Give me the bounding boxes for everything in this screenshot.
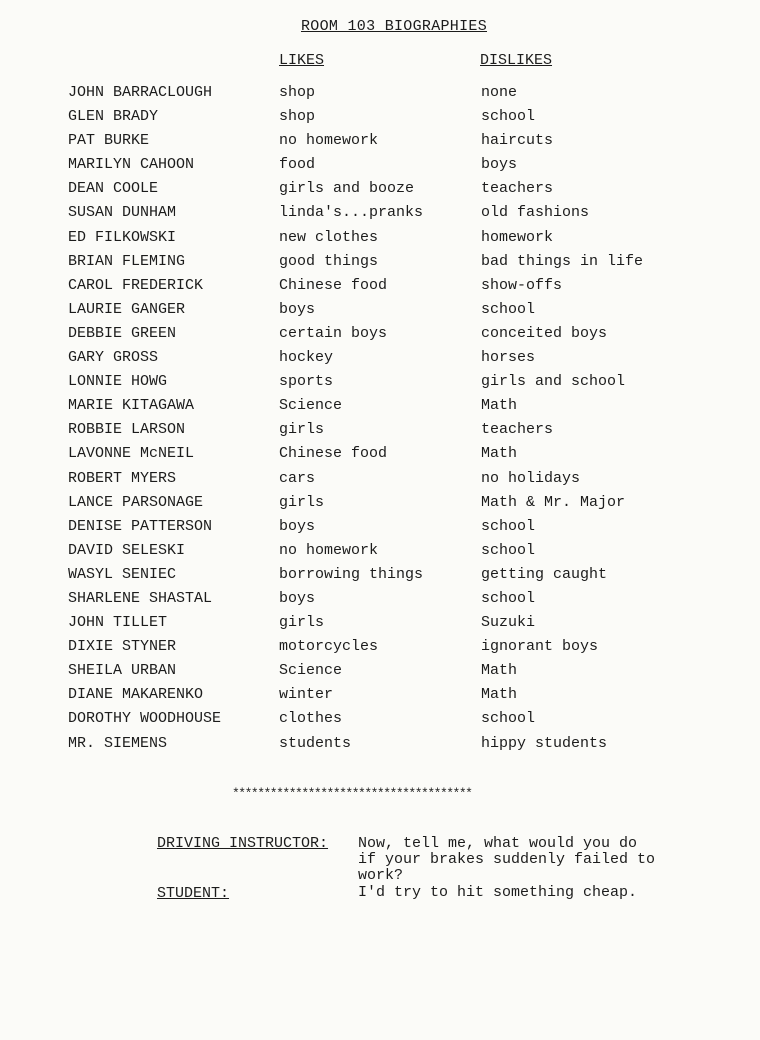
table-row bbox=[0, 638, 760, 662]
student-name: BRIAN FLEMING bbox=[68, 252, 186, 270]
student-likes: no homework bbox=[279, 132, 379, 150]
joke-line: Now, tell me, what would you do bbox=[358, 835, 638, 852]
dislikes-column-header: DISLIKES bbox=[480, 52, 553, 69]
table-row bbox=[0, 494, 760, 518]
student-dislikes: show-offs bbox=[481, 276, 563, 294]
student-likes: certain boys bbox=[279, 324, 388, 342]
student-dislikes: none bbox=[481, 84, 518, 101]
student-name: GARY GROSS bbox=[68, 349, 159, 367]
student-dislikes: girls and school bbox=[481, 373, 626, 391]
student-name: DAVID SELESKI bbox=[68, 541, 186, 559]
student-likes: borrowing things bbox=[279, 565, 424, 583]
student-name: SHEILA URBAN bbox=[68, 662, 177, 680]
student-dislikes: school bbox=[481, 589, 536, 607]
table-row bbox=[0, 156, 760, 180]
student-dislikes: Math bbox=[481, 445, 518, 463]
student-dislikes: Math bbox=[481, 686, 518, 704]
student-name: SHARLENE SHASTAL bbox=[68, 589, 213, 607]
student-dislikes: teachers bbox=[481, 180, 554, 198]
joke-speaker-instructor: DRIVING INSTRUCTOR: bbox=[157, 835, 329, 852]
student-name: GLEN BRADY bbox=[68, 108, 159, 126]
student-likes: hockey bbox=[279, 349, 334, 367]
student-likes: no homework bbox=[279, 541, 379, 559]
student-dislikes: Math & Mr. Major bbox=[481, 493, 626, 511]
student-name: DOROTHY WOODHOUSE bbox=[68, 710, 222, 728]
table-row bbox=[0, 132, 760, 156]
student-dislikes: school bbox=[481, 108, 536, 126]
student-likes: Chinese food bbox=[279, 445, 388, 463]
table-row bbox=[0, 229, 760, 253]
student-name: ROBBIE LARSON bbox=[68, 421, 186, 439]
student-likes: boys bbox=[279, 589, 316, 607]
student-name: ROBERT MYERS bbox=[68, 469, 177, 487]
student-name: MARIE KITAGAWA bbox=[68, 397, 195, 415]
student-name: CAROL FREDERICK bbox=[68, 276, 204, 294]
student-dislikes: horses bbox=[481, 349, 536, 367]
student-likes: students bbox=[279, 734, 352, 752]
joke-line: work? bbox=[358, 867, 404, 884]
joke-speaker-student: STUDENT: bbox=[157, 885, 230, 902]
likes-column-header: LIKES bbox=[279, 52, 325, 69]
student-name: JOHN BARRACLOUGH bbox=[68, 84, 213, 101]
table-row bbox=[0, 662, 760, 686]
student-name: DEBBIE GREEN bbox=[68, 324, 177, 342]
student-dislikes: school bbox=[481, 300, 536, 318]
student-likes: good things bbox=[279, 252, 379, 270]
separator-line: ************************************** bbox=[232, 786, 472, 801]
student-name: ED FILKOWSKI bbox=[68, 228, 177, 246]
student-name: LONNIE HOWG bbox=[68, 373, 168, 391]
student-likes: shop bbox=[279, 108, 316, 126]
student-dislikes: hippy students bbox=[481, 734, 608, 752]
student-likes: boys bbox=[279, 300, 316, 318]
student-likes: Science bbox=[279, 397, 343, 415]
student-likes: boys bbox=[279, 517, 316, 535]
student-name: DEAN COOLE bbox=[68, 180, 159, 198]
table-row bbox=[0, 301, 760, 325]
student-name: DIXIE STYNER bbox=[68, 638, 177, 656]
table-row bbox=[0, 470, 760, 494]
student-name: SUSAN DUNHAM bbox=[68, 204, 177, 222]
table-row bbox=[0, 518, 760, 542]
student-dislikes: school bbox=[481, 517, 536, 535]
table-row bbox=[0, 204, 760, 228]
student-likes: new clothes bbox=[279, 228, 379, 246]
table-row bbox=[0, 735, 760, 759]
table-row bbox=[0, 421, 760, 445]
table-row bbox=[0, 373, 760, 397]
student-likes: shop bbox=[279, 84, 316, 101]
student-likes: girls bbox=[279, 493, 325, 511]
student-dislikes: no holidays bbox=[481, 469, 581, 487]
student-likes: girls bbox=[279, 421, 325, 439]
student-name: DENISE PATTERSON bbox=[68, 517, 213, 535]
student-dislikes: haircuts bbox=[481, 132, 554, 150]
student-dislikes: school bbox=[481, 710, 536, 728]
student-likes: winter bbox=[279, 686, 334, 704]
student-dislikes: school bbox=[481, 541, 536, 559]
table-row bbox=[0, 325, 760, 349]
table-row bbox=[0, 253, 760, 277]
biography-table bbox=[0, 84, 760, 759]
table-row bbox=[0, 542, 760, 566]
student-likes: clothes bbox=[279, 710, 343, 728]
student-dislikes: getting caught bbox=[481, 565, 608, 583]
table-row bbox=[0, 590, 760, 614]
student-name: LAVONNE McNEIL bbox=[68, 445, 195, 463]
joke-line: if your brakes suddenly failed to bbox=[358, 851, 656, 868]
table-row bbox=[0, 566, 760, 590]
table-row bbox=[0, 180, 760, 204]
student-likes: linda's...pranks bbox=[279, 204, 424, 222]
student-likes: food bbox=[279, 156, 316, 174]
table-row bbox=[0, 686, 760, 710]
student-dislikes: Suzuki bbox=[481, 614, 536, 632]
student-likes: Chinese food bbox=[279, 276, 388, 294]
table-row bbox=[0, 84, 760, 108]
table-row bbox=[0, 614, 760, 638]
student-dislikes: ignorant boys bbox=[481, 638, 599, 656]
student-name: LANCE PARSONAGE bbox=[68, 493, 204, 511]
table-row bbox=[0, 710, 760, 734]
student-name: PAT BURKE bbox=[68, 132, 150, 150]
student-name: MARILYN CAHOON bbox=[68, 156, 195, 174]
student-name: JOHN TILLET bbox=[68, 614, 168, 632]
student-dislikes: teachers bbox=[481, 421, 554, 439]
table-row bbox=[0, 445, 760, 469]
page-title: ROOM 103 BIOGRAPHIES bbox=[300, 18, 488, 35]
table-row bbox=[0, 397, 760, 421]
table-row bbox=[0, 349, 760, 373]
student-dislikes: old fashions bbox=[481, 204, 590, 222]
table-row bbox=[0, 108, 760, 132]
student-likes: girls bbox=[279, 614, 325, 632]
student-likes: motorcycles bbox=[279, 638, 379, 656]
student-dislikes: bad things in life bbox=[481, 252, 644, 270]
table-row bbox=[0, 277, 760, 301]
student-likes: girls and booze bbox=[279, 180, 415, 198]
student-name: LAURIE GANGER bbox=[68, 300, 186, 318]
student-likes: cars bbox=[279, 469, 316, 487]
joke-line: I'd try to hit something cheap. bbox=[358, 884, 638, 901]
student-likes: sports bbox=[279, 373, 334, 391]
student-likes: Science bbox=[279, 662, 343, 680]
student-name: MR. SIEMENS bbox=[68, 734, 168, 752]
student-dislikes: Math bbox=[481, 662, 518, 680]
student-dislikes: Math bbox=[481, 397, 518, 415]
student-dislikes: conceited boys bbox=[481, 324, 608, 342]
student-dislikes: homework bbox=[481, 228, 554, 246]
student-dislikes: boys bbox=[481, 156, 518, 174]
student-name: DIANE MAKARENKO bbox=[68, 686, 204, 704]
student-name: WASYL SENIEC bbox=[68, 565, 177, 583]
